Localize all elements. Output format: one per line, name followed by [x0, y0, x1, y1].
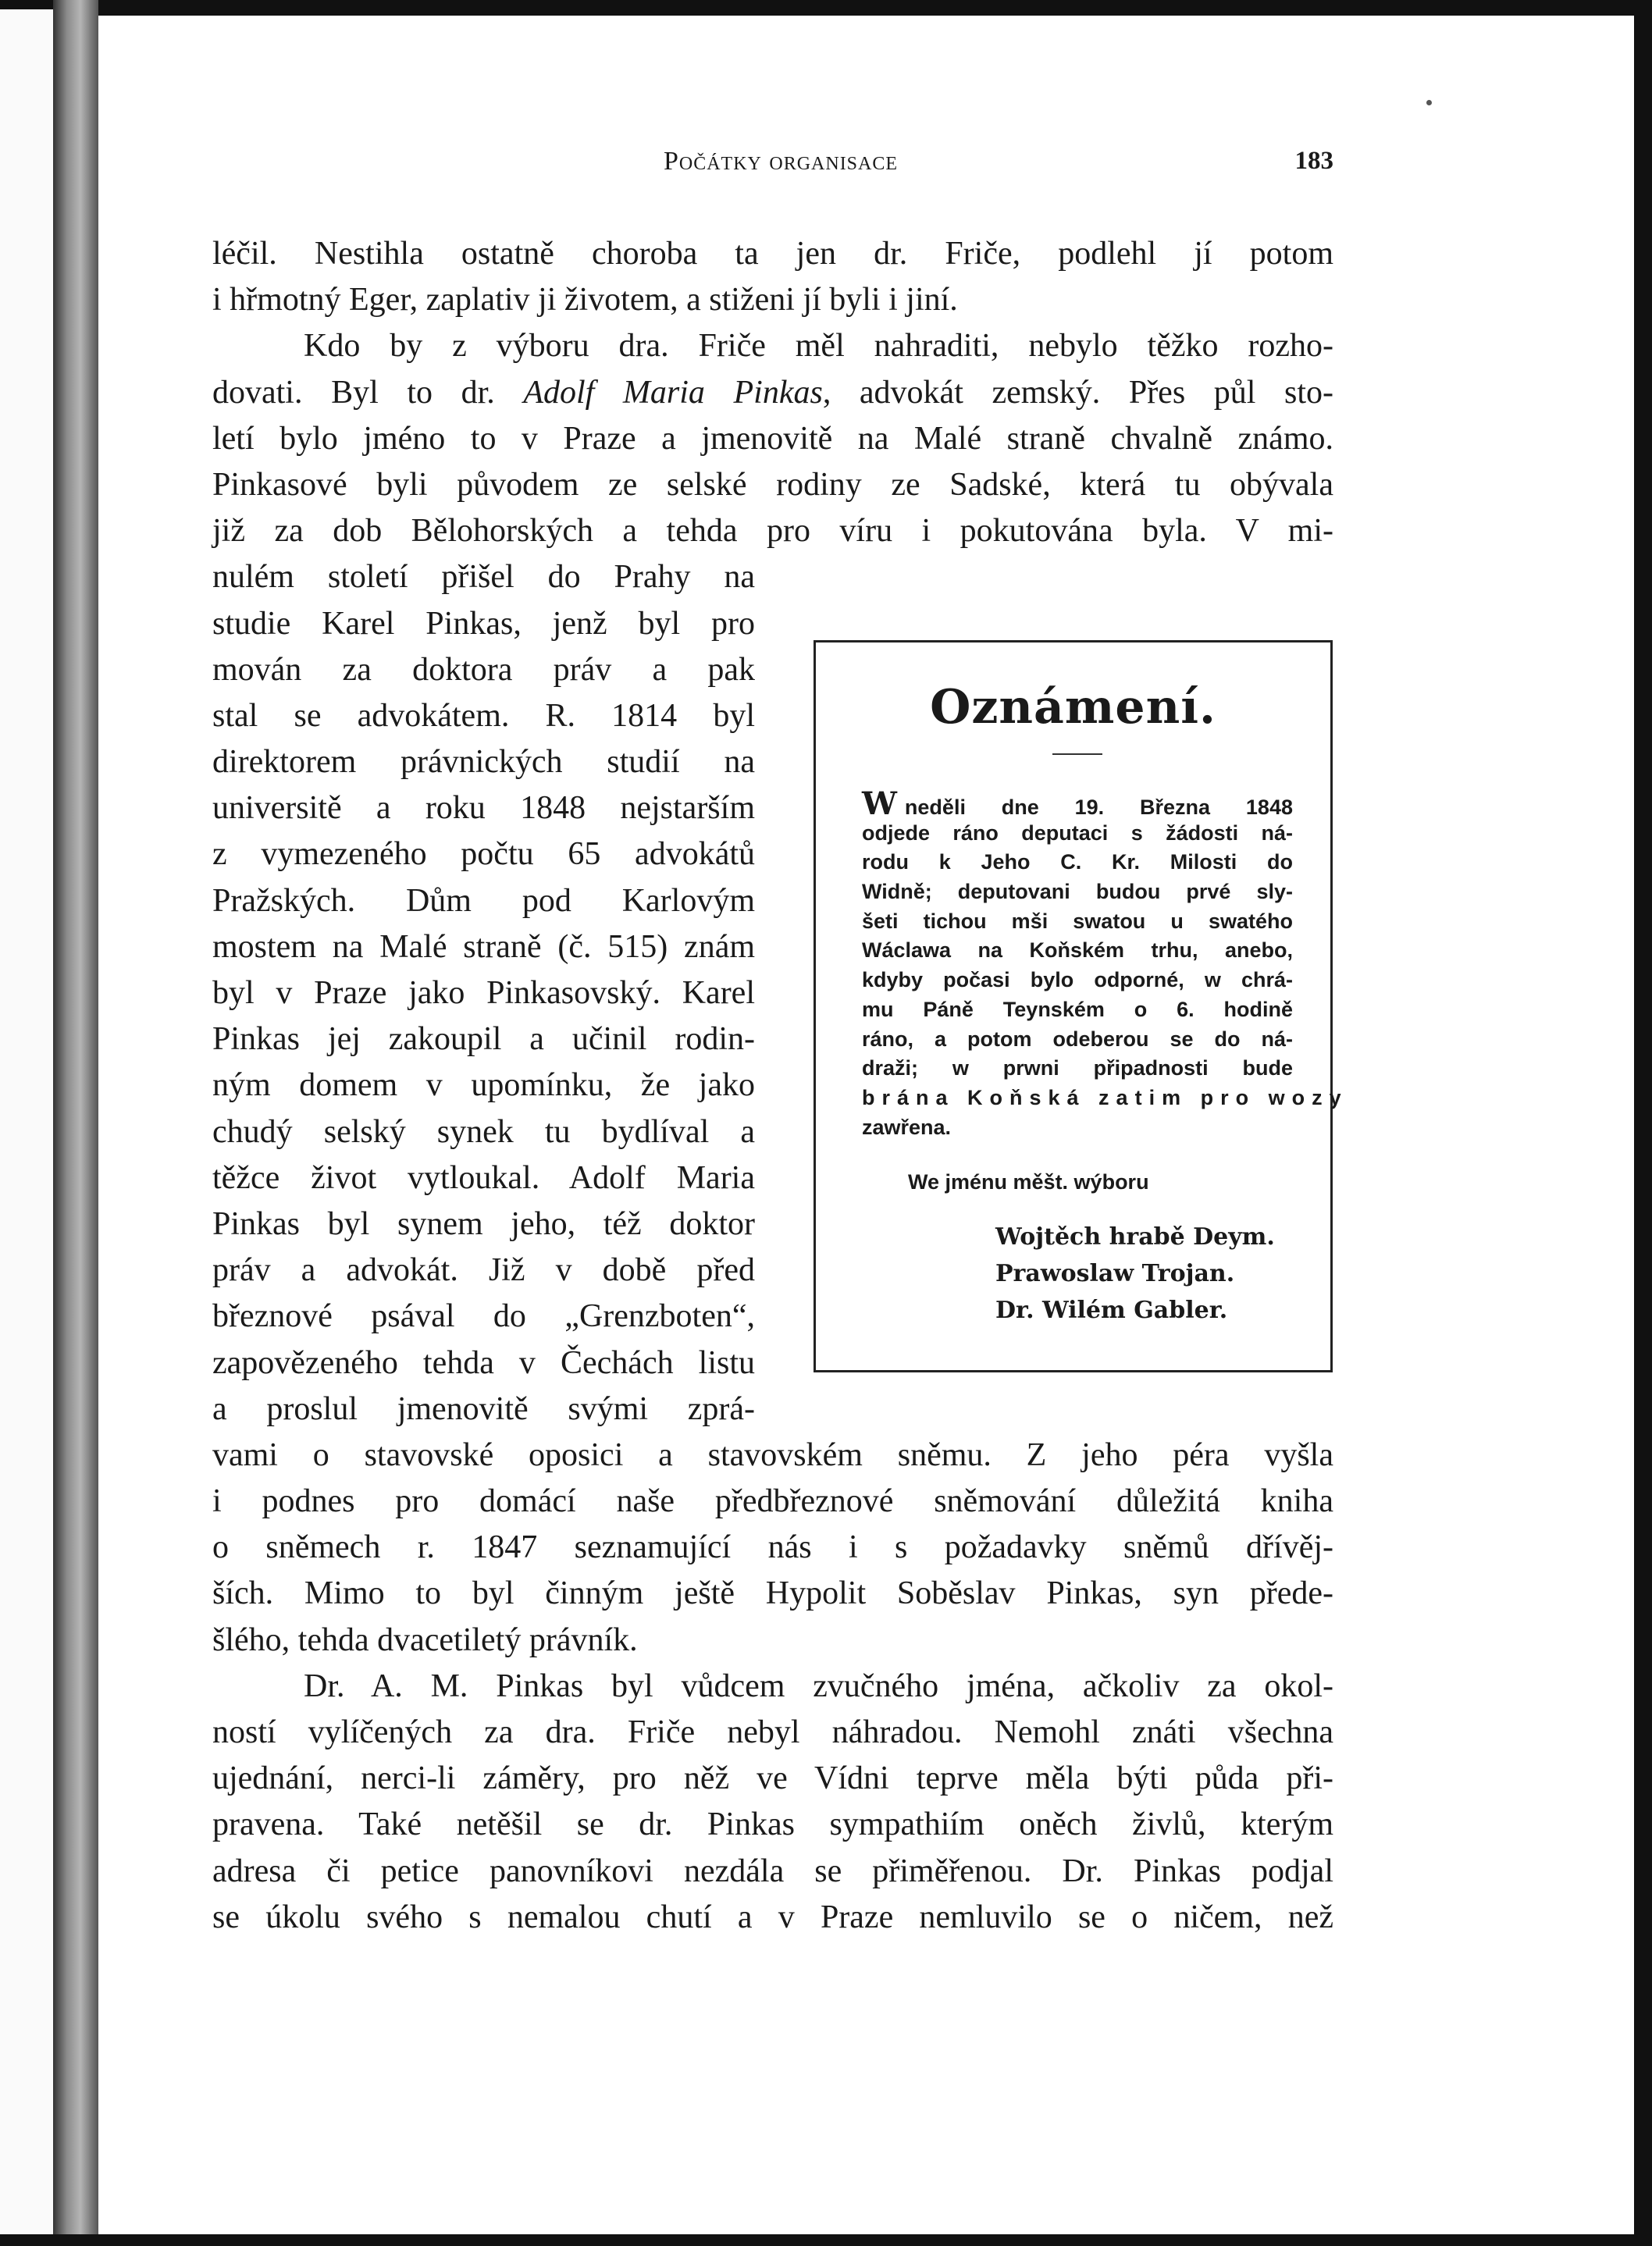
text-line — [212, 323, 1333, 369]
text-segment: , advokát zemský. Přes půl sto- — [822, 374, 1334, 411]
running-header: Počátky organisace — [663, 147, 899, 176]
text-segment: ností vylíčených za dra. Friče nebyl náhradou. Nemohl znáti všechna — [212, 1714, 1333, 1750]
text-segment: ným domem v upomínku, že jako — [212, 1067, 755, 1104]
text-segment: těžce život vytloukal. Adolf Maria — [212, 1159, 755, 1196]
text-line — [212, 1802, 1333, 1848]
text-segment: ujednání, nerci-li záměry, pro něž ve Vídni teprve měla býti půda při- — [212, 1760, 1333, 1797]
text-line — [212, 878, 755, 924]
text-line — [212, 1294, 755, 1340]
scan-top-edge — [0, 0, 1652, 16]
text-segment: universitě a roku 1848 nejstarším — [212, 790, 755, 827]
text-segment: pravena. Také netěšil se dr. Pinkas sympathiím oněch živlů, kterým — [212, 1806, 1333, 1843]
text-line — [212, 1571, 1333, 1617]
text-segment: léčil. Nestihla ostatně choroba ta jen dr. Friče, podlehl jí potom — [212, 236, 1333, 272]
book-gutter — [53, 0, 98, 2246]
text-segment: z vymezeného počtu 65 advokátů — [212, 836, 755, 873]
text-segment: Pinkas jej zakoupil a učinil rodin- — [212, 1021, 755, 1058]
text-line — [212, 1248, 755, 1294]
announcement-line — [862, 1025, 1293, 1055]
text-segment: a proslul jmenovitě svými zprá- — [212, 1390, 755, 1427]
announcement-line — [862, 966, 1293, 995]
announcement-box — [814, 640, 1348, 1372]
text-segment: studie Karel Pinkas, jenž byl pro — [212, 605, 755, 642]
announcement-line-text: odjede ráno deputaci s žádosti ná- — [862, 820, 1293, 845]
text-segment: již za dob Bělohorských a tehda pro víru i pokutována byla. V mi- — [212, 513, 1333, 550]
text-segment: i hřmotný Eger, zaplativ ji životem, a stiženi jí byli i jiní. — [212, 282, 958, 319]
text-segment: ších. Mimo to byl činným ještě Hypolit Soběslav Pinkas, syn přede- — [212, 1575, 1333, 1612]
announcement-signed-on-behalf: We jménu měšt. wýboru — [908, 1170, 1149, 1194]
announcement-line — [862, 848, 1293, 877]
text-segment: vami o stavovské oposici a stavovském sněmu. Z jeho péra vyšla — [212, 1436, 1333, 1473]
text-line — [212, 416, 1333, 462]
announcement-line — [862, 936, 1293, 966]
text-line — [212, 231, 1333, 277]
text-segment: Pinkasové byli původem ze selské rodiny ze Sadské, která tu obývala — [212, 466, 1333, 503]
text-line — [212, 647, 755, 693]
text-segment: Pražských. Dům pod Karlovým — [212, 882, 755, 919]
announcement-rule — [1052, 753, 1102, 755]
announcement-line-text: rodu k Jeho C. Kr. Milosti do — [862, 850, 1293, 874]
text-segment: zapovězeného tehda v Čechách listu — [212, 1344, 755, 1381]
text-line — [212, 1433, 1333, 1479]
italic-name: Adolf Maria Pinkas — [523, 374, 823, 411]
signatory: Wojtěch hrabě Deym. — [995, 1223, 1275, 1251]
text-line — [212, 1525, 1333, 1571]
text-segment: se úkolu svého s nemalou chutí a v Praze nemluvilo se o ničem, než — [212, 1899, 1333, 1935]
text-line — [212, 1109, 755, 1155]
text-line — [212, 970, 755, 1016]
text-line — [212, 1062, 755, 1109]
text-line — [212, 1756, 1333, 1802]
announcement-line — [862, 877, 1293, 907]
text-segment: o sněmech r. 1847 seznamující nás i s požadavky sněmů dřívěj- — [212, 1529, 1333, 1566]
text-line — [212, 1849, 1333, 1895]
text-segment: březnové psával do „Grenzboten“, — [212, 1298, 755, 1335]
text-segment: i podnes pro domácí naše předbřeznové sněmování důležitá kniha — [212, 1483, 1333, 1520]
text-line — [212, 1340, 755, 1386]
text-line — [212, 1618, 1333, 1664]
text-line — [212, 693, 755, 739]
text-line — [212, 370, 1333, 416]
drop-capital: W — [862, 785, 897, 822]
announcement-line-text: draži; w prwni připadnosti bude — [862, 1056, 1293, 1080]
announcement-line — [862, 1084, 1348, 1113]
text-segment: chudý selský synek tu bydlíval a — [212, 1113, 755, 1150]
announcement-line-text: kdyby počasi bylo odporné, w chrá- — [862, 968, 1293, 992]
text-segment: Dr. A. M. Pinkas byl vůdcem zvučného jména, ačkoliv za okol- — [304, 1668, 1333, 1704]
announcement-line-text: neděli dne 19. Března 1848 — [904, 796, 1293, 819]
announcement-line — [862, 907, 1293, 937]
previous-page-edge — [0, 9, 53, 2246]
text-segment: šlého, tehda dvacetiletý právník. — [212, 1621, 638, 1658]
announcement-line-text: Widně; deputovani budou prvé sly- — [862, 880, 1293, 904]
text-line — [212, 1386, 755, 1433]
announcement-line — [862, 995, 1293, 1025]
announcement-line-text: ráno, a potom odeberou se do ná- — [862, 1027, 1293, 1051]
text-line — [212, 1664, 1333, 1710]
ink-speck — [1426, 100, 1432, 105]
text-line — [212, 1155, 755, 1201]
announcement-line — [862, 1054, 1293, 1084]
text-segment: letí bylo jméno to v Praze a jmenovitě na Malé straně chvalně známo. — [212, 420, 1333, 457]
text-segment: mostem na Malé straně (č. 515) znám — [212, 928, 755, 965]
announcement-line-text: zawřena. — [862, 1115, 952, 1139]
announcement-line — [862, 1113, 1293, 1143]
announcement-line — [862, 819, 1293, 849]
text-segment: Pinkas byl synem jeho, též doktor — [212, 1205, 755, 1242]
text-segment: nulém století přišel do Prahy na — [212, 559, 755, 596]
text-segment: adresa či petice panovníkovi nezdála se přiměřenou. Dr. Pinkas podjal — [212, 1853, 1333, 1889]
announcement-line-text: mu Páně Teynském o 6. hodině — [862, 997, 1293, 1021]
text-line — [212, 739, 755, 785]
text-segment: práv a advokát. Již v době před — [212, 1252, 755, 1289]
page-number: 183 — [1294, 147, 1333, 175]
text-line — [212, 554, 755, 600]
text-segment: dovati. Byl to dr. — [212, 374, 524, 411]
text-segment: byl v Praze jako Pinkasovský. Karel — [212, 975, 755, 1011]
announcement-line-text: Wáclawa na Koňském trhu, anebo, — [862, 938, 1293, 963]
text-segment: stal se advokátem. R. 1814 byl — [212, 697, 755, 734]
text-line — [212, 1479, 1333, 1525]
text-line — [212, 1016, 755, 1062]
text-line — [212, 831, 755, 877]
text-line — [212, 462, 1333, 508]
announcement-title: Oznámení. — [930, 680, 1216, 735]
text-line — [212, 277, 1333, 323]
text-line — [212, 924, 755, 970]
announcement-text — [862, 785, 1348, 1142]
text-segment: mován za doktora práv a pak — [212, 651, 755, 688]
scan-bottom-edge — [0, 2234, 1652, 2246]
text-line — [212, 601, 755, 647]
signatory: Dr. Wilém Gabler. — [995, 1297, 1228, 1324]
text-segment: direktorem právnických studií na — [212, 744, 755, 781]
announcement-line-text: šeti tichou mši swatou u swatého — [862, 909, 1293, 933]
text-line — [212, 508, 1333, 554]
text-line — [212, 785, 755, 831]
text-line — [212, 1895, 1333, 1941]
text-segment: Kdo by z výboru dra. Friče měl nahraditi, nebylo těžko rozho- — [304, 328, 1333, 365]
announcement-line-text: brána Koňská zatim pro wozy — [862, 1085, 1348, 1109]
announcement-line — [862, 785, 1293, 822]
announcement-signatories — [995, 1219, 1275, 1329]
text-line — [212, 1201, 755, 1248]
scan-right-edge — [1634, 0, 1652, 2246]
signatory: Prawoslaw Trojan. — [995, 1260, 1235, 1287]
text-line — [212, 1710, 1333, 1756]
